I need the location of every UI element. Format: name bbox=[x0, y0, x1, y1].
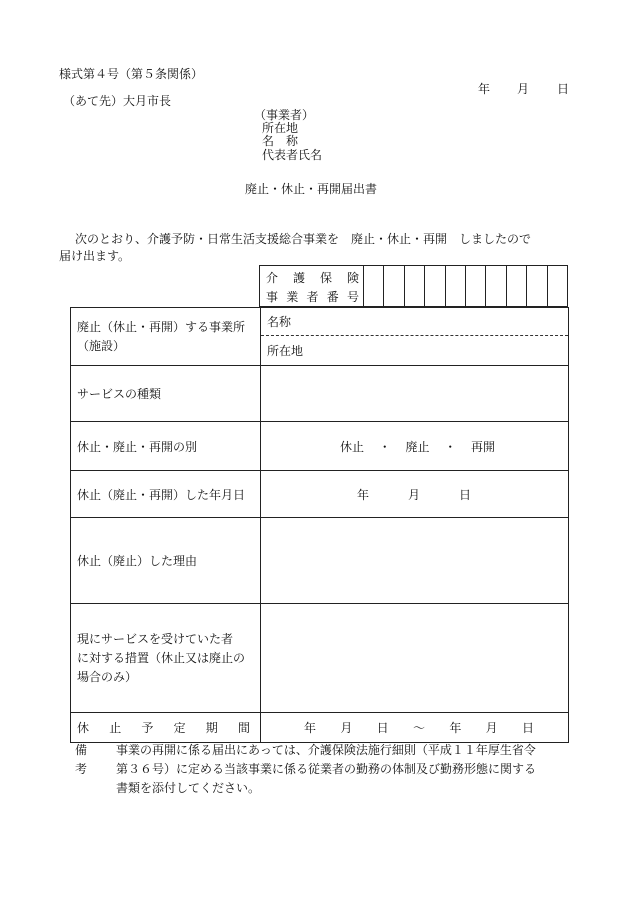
option-separator: ・ bbox=[378, 439, 391, 454]
date-month: 月 bbox=[517, 82, 530, 96]
provider-number-table bbox=[259, 265, 568, 307]
provider-number-digit[interactable] bbox=[486, 266, 506, 307]
provider-number-digit[interactable] bbox=[465, 266, 485, 307]
provider-number-digit[interactable] bbox=[384, 266, 404, 307]
provider-number-digit[interactable] bbox=[547, 266, 567, 307]
notes-body: 事業の再開に係る届出にあっては、介護保険法施行細則（平成１１年厚生省令 第３６号）に定める当該事業に係る従業者の勤務の体制及び勤務形態に関する 書類を添付してください。 bbox=[116, 743, 537, 795]
kind-row bbox=[71, 422, 569, 471]
option-abolish[interactable]: 廃止 bbox=[405, 439, 430, 454]
kind-options bbox=[261, 422, 569, 471]
form-number: 様式第４号（第５条関係） bbox=[59, 67, 204, 81]
date-day: 日 bbox=[557, 82, 570, 96]
intro-line-1: 次のとおり、介護予防・日常生活支援総合事業を 廃止・休止・再開 しましたので bbox=[75, 232, 532, 246]
option-separator: ・ bbox=[444, 439, 457, 454]
provider-number-digit[interactable] bbox=[425, 266, 445, 307]
facility-label: 廃止（休止・再開）する事業所 （施設） bbox=[71, 308, 261, 366]
addressee: （あて先）大月市長 bbox=[63, 94, 172, 108]
facility-row bbox=[71, 308, 569, 366]
intro-line-2: 届け出ます。 bbox=[59, 249, 131, 263]
service-label: サービスの種類 bbox=[71, 366, 261, 422]
applicant-heading: （事業者） bbox=[254, 108, 315, 122]
provider-number-digit[interactable] bbox=[527, 266, 547, 307]
provider-number-digit[interactable] bbox=[506, 266, 526, 307]
measures-label: 現にサービスを受けていた者 に対する措置（休止又は廃止の 場合のみ） bbox=[71, 604, 261, 713]
service-field[interactable] bbox=[261, 366, 569, 422]
kind-label: 休止・廃止・再開の別 bbox=[71, 422, 261, 471]
measures-row bbox=[71, 604, 569, 713]
period-label: 休 止 予 定 期 間 bbox=[71, 713, 261, 743]
facility-value bbox=[261, 308, 569, 366]
provider-number-digit[interactable] bbox=[364, 266, 384, 307]
date-label: 休止（廃止・再開）した年月日 bbox=[71, 471, 261, 518]
provider-number-digit[interactable] bbox=[404, 266, 424, 307]
period-row bbox=[71, 713, 569, 743]
applicant-representative-label: 代表者氏名 bbox=[262, 148, 323, 162]
reason-label: 休止（廃止）した理由 bbox=[71, 518, 261, 604]
facility-address-field[interactable]: 所在地 bbox=[267, 344, 304, 358]
option-suspend[interactable]: 休止 bbox=[340, 439, 365, 454]
facility-name-field[interactable]: 名称 bbox=[261, 308, 568, 336]
document-title: 廃止・休止・再開届出書 bbox=[245, 182, 378, 196]
reason-row bbox=[71, 518, 569, 604]
period-field[interactable]: 年 月 日 ～ 年 月 日 bbox=[261, 713, 569, 743]
reason-field[interactable] bbox=[261, 518, 569, 604]
notification-form-table bbox=[70, 307, 569, 743]
measures-field[interactable] bbox=[261, 604, 569, 713]
provider-number-digit[interactable] bbox=[445, 266, 465, 307]
date-field[interactable]: 年 月 日 bbox=[261, 471, 569, 518]
applicant-name-label: 名 称 bbox=[262, 134, 298, 148]
date-year: 年 bbox=[478, 82, 491, 96]
provider-number-label: 介 護 保 険 事 業 者 番 号 bbox=[260, 266, 364, 307]
date-row bbox=[71, 471, 569, 518]
applicant-address-label: 所在地 bbox=[262, 121, 299, 135]
notes-heading: 備考 bbox=[75, 743, 88, 776]
option-resume[interactable]: 再開 bbox=[470, 439, 495, 454]
service-row bbox=[71, 366, 569, 422]
